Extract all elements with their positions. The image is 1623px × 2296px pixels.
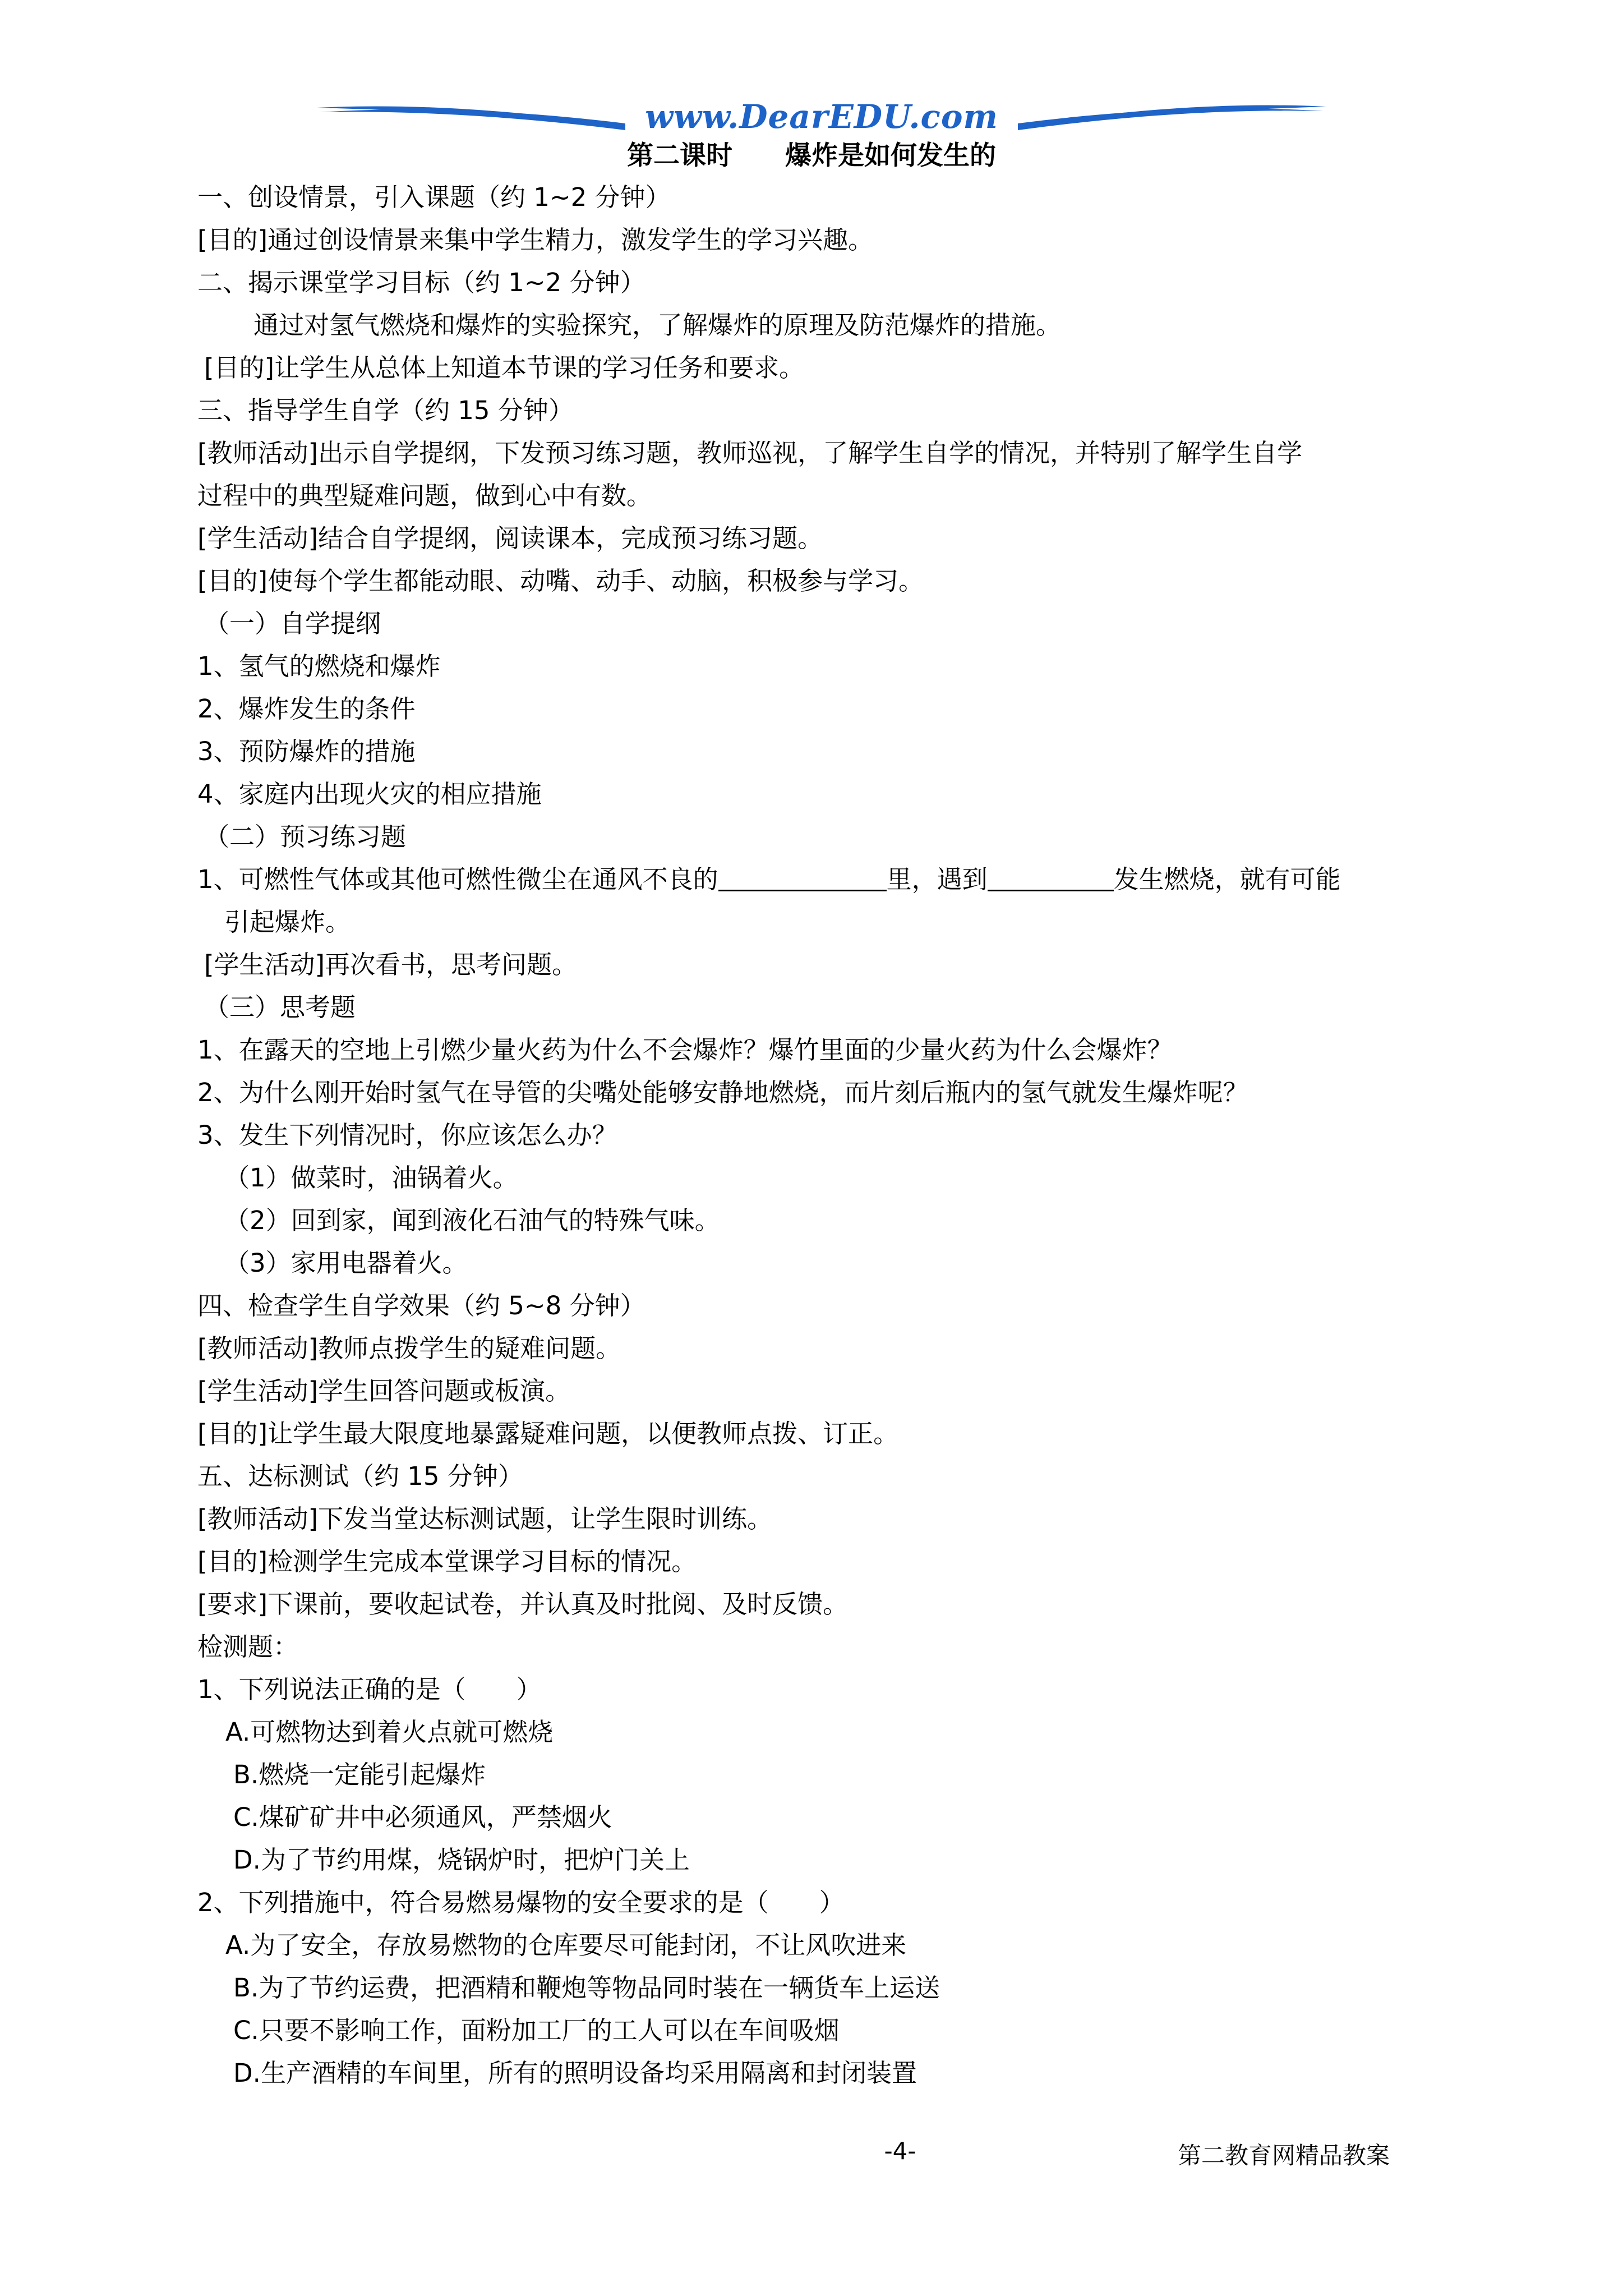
paragraph: [目的]检测学生完成本堂课学习目标的情况。	[197, 1547, 697, 1576]
answer-option: C.煤矿矿井中必须通风，严禁烟火	[233, 1802, 612, 1832]
page-number: -4-	[884, 2137, 916, 2165]
section-heading: 二、揭示课堂学习目标（约 1~2 分钟）	[197, 268, 645, 297]
question: 1、下列说法正确的是（ ）	[197, 1674, 542, 1704]
answer-option: D.为了节约用煤，烧锅炉时，把炉门关上	[233, 1845, 690, 1875]
question-text: 1、可燃性气体或其他可燃性微尘在通风不良的	[197, 864, 718, 894]
paragraph: 通过对氢气燃烧和爆炸的实验探究，了解爆炸的原理及防范爆炸的措施。	[253, 310, 1062, 340]
answer-option: A.可燃物达到着火点就可燃烧	[225, 1717, 554, 1747]
section-heading: 五、达标测试（约 15 分钟）	[197, 1461, 523, 1491]
list-item: 2、为什么刚开始时氢气在导管的尖嘴处能够安静地燃烧，而片刻后瓶内的氢气就发生爆炸呢？	[197, 1078, 1248, 1107]
paragraph: 过程中的典型疑难问题，做到心中有数。	[197, 481, 652, 510]
question: 2、下列措施中，符合易燃易爆物的安全要求的是（ ）	[197, 1888, 845, 1917]
site-url: www.DearEDU.com	[645, 98, 998, 136]
answer-option: B.为了节约运费，把酒精和鞭炮等物品同时装在一辆货车上运送	[233, 1973, 940, 2003]
question-continuation: 引起爆炸。	[224, 907, 351, 937]
question-text: 发生燃烧，就有可能	[1113, 864, 1341, 894]
subsection-heading: （三）思考题	[204, 992, 356, 1022]
list-item: 1、在露天的空地上引燃少量火药为什么不会爆炸？爆竹里面的少量火药为什么会爆炸？	[197, 1035, 1173, 1065]
section-heading: 一、创设情景，引入课题（约 1~2 分钟）	[197, 182, 671, 212]
answer-blank[interactable]	[718, 858, 887, 891]
paragraph: [目的]让学生从总体上知道本节课的学习任务和要求。	[204, 353, 805, 383]
list-item: 1、氢气的燃烧和爆炸	[197, 651, 441, 681]
answer-option: B.燃烧一定能引起爆炸	[233, 1760, 486, 1789]
answer-blank[interactable]	[988, 858, 1114, 891]
paragraph: [目的]让学生最大限度地暴露疑难问题，以便教师点拨、订正。	[197, 1419, 899, 1448]
question-text: 里，遇到	[886, 864, 988, 894]
paragraph: [目的]通过创设情景来集中学生精力，激发学生的学习兴趣。	[197, 225, 874, 255]
answer-option: D.生产酒精的车间里，所有的照明设备均采用隔离和封闭装置	[233, 2058, 917, 2088]
fill-in-question	[197, 858, 1482, 901]
paragraph: [学生活动]再次看书，思考问题。	[204, 950, 578, 979]
section-heading: 四、检查学生自学效果（约 5~8 分钟）	[197, 1291, 645, 1320]
answer-option: A.为了安全，存放易燃物的仓库要尽可能封闭，不让风吹进来	[225, 1930, 907, 1960]
subsection-heading: （一）自学提纲	[204, 609, 381, 638]
list-item: （3）家用电器着火。	[224, 1248, 468, 1278]
paragraph: [目的]使每个学生都能动眼、动嘴、动手、动脑，积极参与学习。	[197, 566, 924, 596]
list-item: 2、爆炸发生的条件	[197, 694, 416, 724]
list-item: （1）做菜时，油锅着火。	[224, 1163, 518, 1193]
subsection-heading: （二）预习练习题	[204, 822, 407, 852]
paragraph: [教师活动]出示自学提纲，下发预习练习题，教师巡视，了解学生自学的情况，并特别了解学生自学	[197, 438, 1303, 468]
list-item: 3、预防爆炸的措施	[197, 737, 416, 766]
paragraph: [学生活动]结合自学提纲，阅读课本，完成预习练习题。	[197, 523, 823, 553]
list-item: 3、发生下列情况时，你应该怎么办？	[197, 1120, 617, 1150]
answer-option: C.只要不影响工作，面粉加工厂的工人可以在车间吸烟	[233, 2016, 840, 2045]
section-heading: 三、指导学生自学（约 15 分钟）	[197, 395, 574, 425]
paragraph: [学生活动]学生回答问题或板演。	[197, 1376, 571, 1406]
footer-brand: 第二教育网精品教案	[1178, 2142, 1390, 2169]
document-body	[197, 176, 1482, 2095]
subsection-heading: 检测题：	[197, 1632, 299, 1662]
paragraph: [教师活动]教师点拨学生的疑难问题。	[197, 1333, 621, 1363]
list-item: 4、家庭内出现火灾的相应措施	[197, 779, 542, 809]
page-title: 第二课时 爆炸是如何发生的	[627, 140, 996, 171]
list-item: （2）回到家，闻到液化石油气的特殊气味。	[224, 1205, 720, 1235]
paragraph: [要求]下课前，要收起试卷，并认真及时批阅、及时反馈。	[197, 1589, 849, 1619]
paragraph: [教师活动]下发当堂达标测试题，让学生限时训练。	[197, 1504, 773, 1534]
